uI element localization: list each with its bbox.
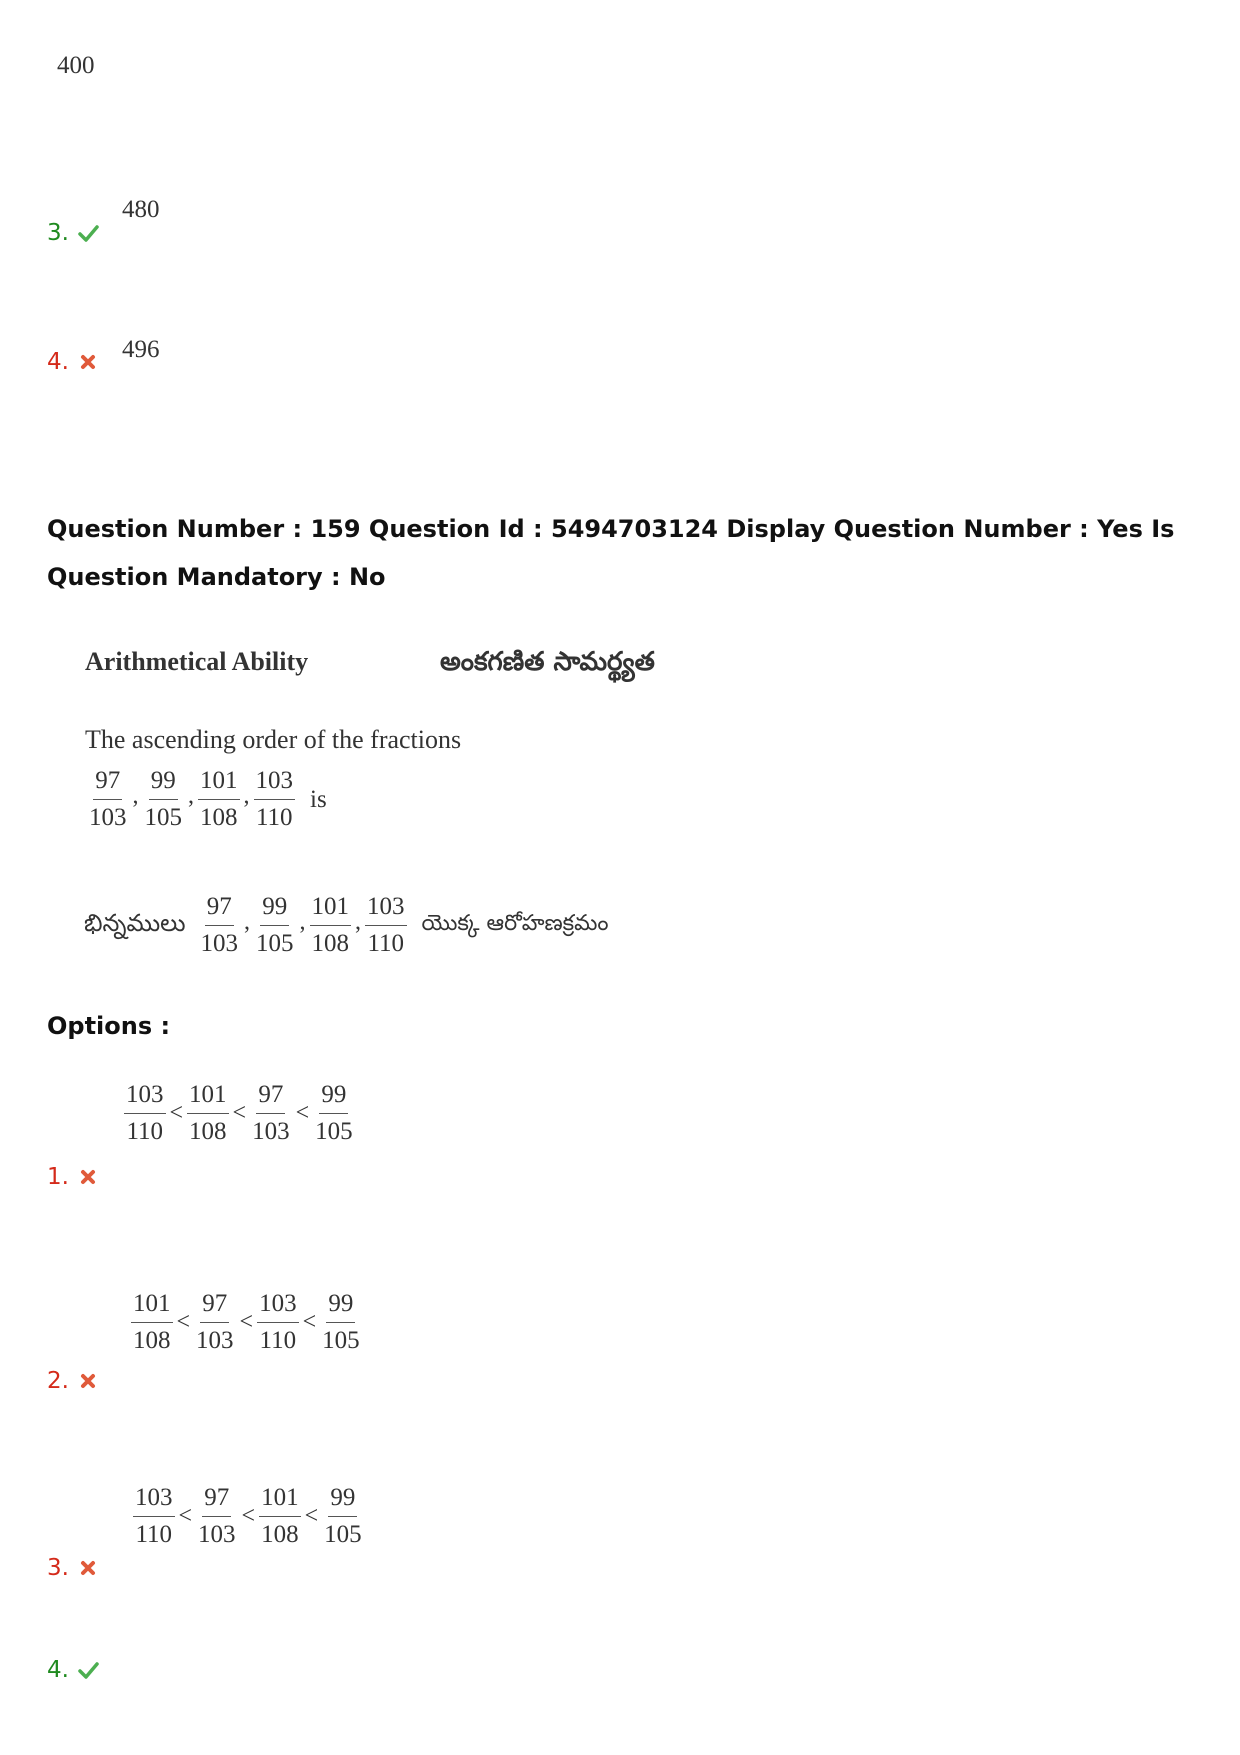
prev-option-4 [47, 349, 99, 375]
fraction: $\frac{97}{103}$ [200, 893, 238, 957]
stem-te: భిన్నములు $\frac{97}{103}$ , $\frac{99}{105}$ , $\frac{101}{108}$ , $\frac{103}{110}$ యొక్క ఆరోహణక్రమం [84, 893, 609, 957]
check-icon [77, 222, 99, 244]
cross-icon [77, 1557, 99, 1579]
option-3-content: $\frac{103}{110}$ < $\frac{97}{103}$ < $\frac{101}{108}$ < $\frac{99}{105}$ [130, 1484, 367, 1549]
option-number: 3. [47, 220, 69, 246]
fraction: $\frac{101}{108}$ [200, 767, 238, 831]
fraction: $\frac{99}{105}$ [256, 893, 294, 957]
fraction: $\frac{99}{105}$ [144, 767, 182, 831]
check-icon [77, 1659, 99, 1681]
option-number: 3. [47, 1555, 69, 1581]
cross-icon [77, 1370, 99, 1392]
option-1-content: $\frac{103}{110}$ < $\frac{101}{108}$ < $\frac{97}{103}$ < $\frac{99}{105}$ [121, 1081, 358, 1146]
fraction: $\frac{103}{110}$ [135, 1484, 173, 1548]
option-4 [47, 1657, 99, 1683]
option-3 [47, 1555, 99, 1581]
fraction: $\frac{97}{103}$ [196, 1290, 234, 1354]
fraction: $\frac{103}{110}$ [126, 1081, 164, 1145]
question-header: Question Number : 159 Question Id : 5494703124 Display Question Number : Yes Is Question Mandatory : No [47, 515, 1175, 591]
option-number: 1. [47, 1164, 69, 1190]
option-number: 4. [47, 349, 69, 375]
stem-te-suffix: యొక్క ఆరోహణక్రమం [421, 910, 609, 936]
prev-option-4-value: 496 [122, 336, 160, 363]
stem-en-fractions: $\frac{97}{103}$ , $\frac{99}{105}$ , $\frac{101}{108}$ , $\frac{103}{110}$ is [84, 767, 327, 832]
option-2-content: $\frac{101}{108}$ < $\frac{97}{103}$ < $\frac{103}{110}$ < $\frac{99}{105}$ [128, 1290, 365, 1355]
option-2 [47, 1368, 99, 1394]
option-number: 4. [47, 1657, 69, 1683]
section-title-te: అంకగణిత సామర్థ్యత [440, 647, 655, 677]
fraction: $\frac{97}{103}$ [89, 767, 127, 831]
section-title-en: Arithmetical Ability [85, 647, 309, 676]
options-label: Options : [47, 1012, 171, 1040]
fraction: $\frac{101}{108}$ [311, 893, 349, 957]
option-1 [47, 1164, 99, 1190]
option-number: 2. [47, 1368, 69, 1394]
fraction: $\frac{101}{108}$ [189, 1081, 227, 1145]
fraction: $\frac{99}{105}$ [324, 1484, 362, 1548]
prev-option-2-value: 400 [57, 52, 95, 79]
prev-option-3 [47, 220, 99, 246]
fraction: $\frac{99}{105}$ [315, 1081, 353, 1145]
fraction: $\frac{101}{108}$ [133, 1290, 171, 1354]
fraction: $\frac{97}{103}$ [198, 1484, 236, 1548]
stem-en-suffix: is [310, 785, 327, 813]
fraction: $\frac{103}{110}$ [255, 767, 293, 831]
cross-icon [77, 1166, 99, 1188]
fraction: $\frac{97}{103}$ [252, 1081, 290, 1145]
cross-icon [77, 351, 99, 373]
fraction: $\frac{99}{105}$ [322, 1290, 360, 1354]
stem-te-prefix: భిన్నములు [84, 908, 186, 937]
fraction: $\frac{101}{108}$ [261, 1484, 299, 1548]
fraction: $\frac{103}{110}$ [367, 893, 405, 957]
prev-option-3-value: 480 [122, 196, 160, 223]
stem-en: The ascending order of the fractions [85, 725, 462, 754]
fraction: $\frac{103}{110}$ [259, 1290, 297, 1354]
